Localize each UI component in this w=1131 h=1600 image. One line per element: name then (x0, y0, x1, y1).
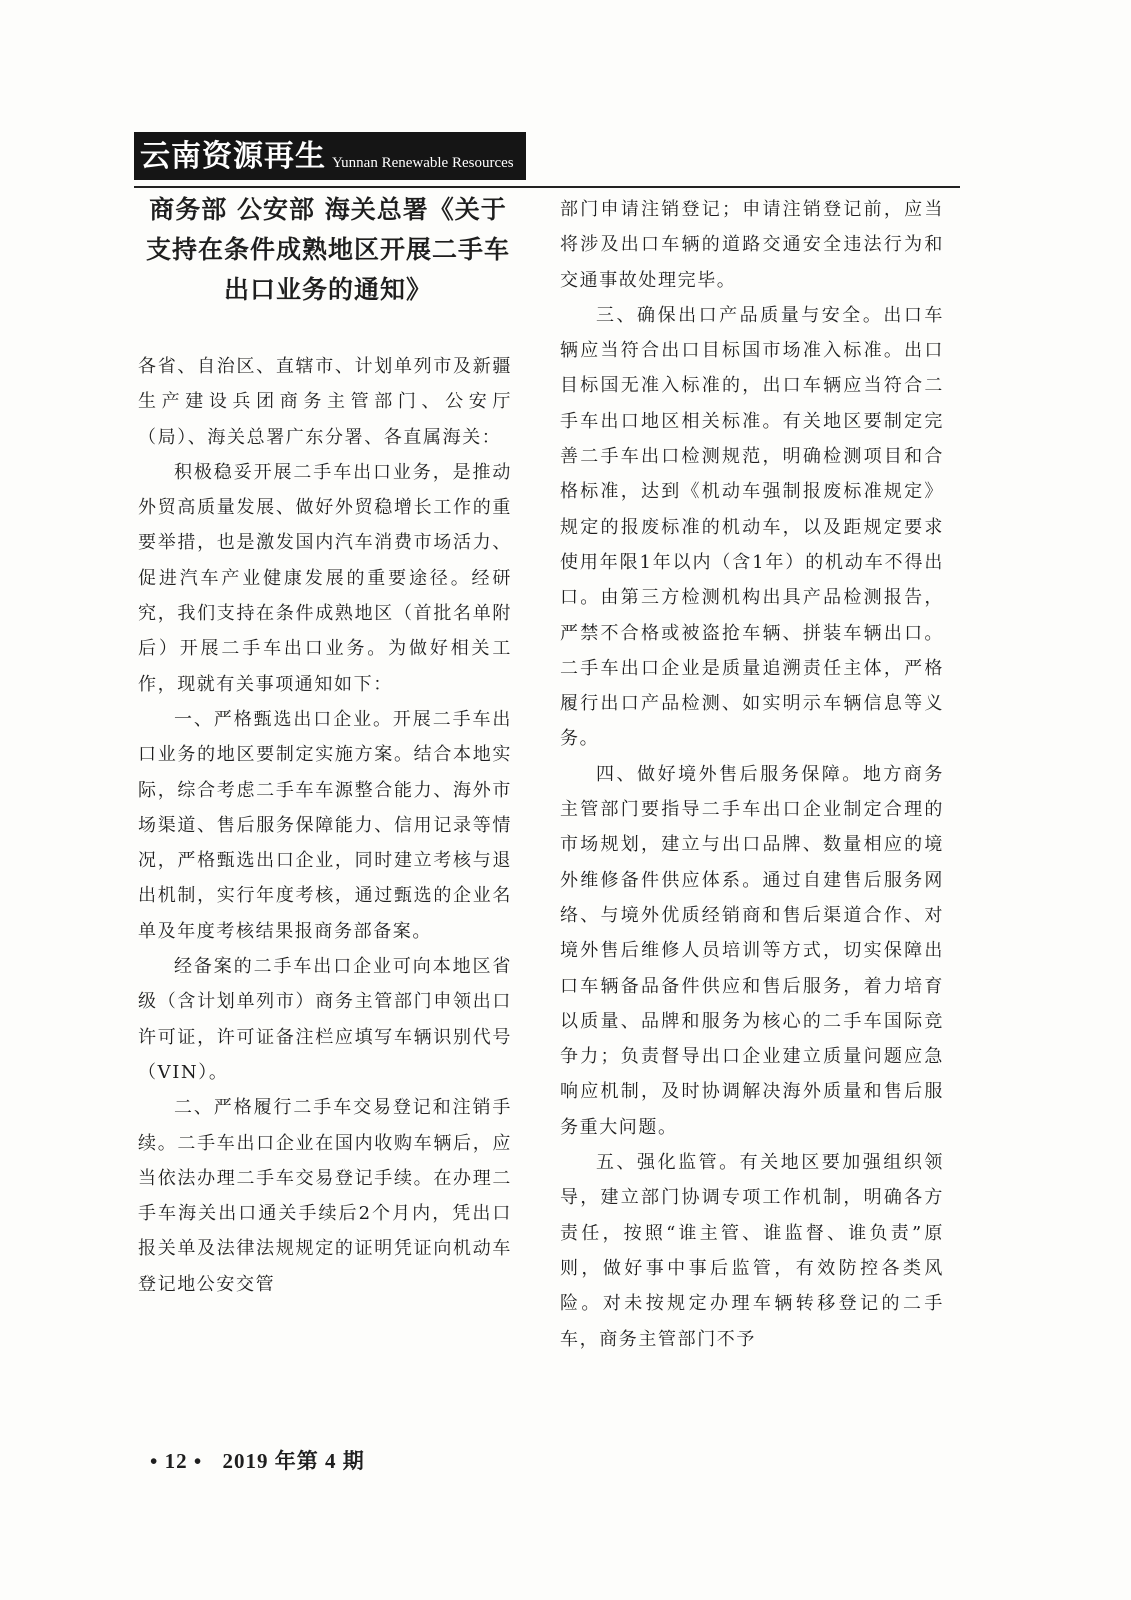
paragraph-item-2-cont: 部门申请注销登记；申请注销登记前，应当将涉及出口车辆的道路交通安全违法行为和交通事故处理完毕。 (560, 199, 944, 291)
left-column (138, 349, 512, 1302)
paragraph-addressee: 各省、自治区、直辖市、计划单列市及新疆生产建设兵团商务主管部门、公安厅（局）、海关总署广东分署、各直属海关： (138, 356, 512, 448)
paragraph-item-1: 一、严格甄选出口企业。开展二手车出口业务的地区要制定实施方案。结合本地实际，综合考虑二手车车源整合能力、海外市场渠道、售后服务保障能力、信用记录等情况，严格甄选出口企业，同时建立考核与退出机制，实行年度考核，通过甄选的企业名单及年度考核结果报商务部备案。 (138, 708, 512, 942)
paragraph-item-1-cont: 经备案的二手车出口企业可向本地区省级（含计划单列市）商务主管部门申领出口许可证，许可证备注栏应填写车辆识别代号（VIN）。 (138, 956, 512, 1083)
article-title: 商务部 公安部 海关总署《关于支持在条件成熟地区开展二手车出口业务的通知》 (145, 195, 510, 304)
journal-title-en: Yunnan Renewable Resources (332, 155, 514, 171)
journal-title-cn: 云南资源再生 (140, 139, 326, 174)
paragraph-item-2: 二、严格履行二手车交易登记和注销手续。二手车出口企业在国内收购车辆后，应当依法办理二手车交易登记手续。在办理二手车海关出口通关手续后2个月内，凭出口报关单及法律法规规定的证明凭证向机动车登记地公安交管 (138, 1097, 512, 1295)
issue-label: 2019 年第 4 期 (222, 1449, 365, 1473)
paragraph-intro: 积极稳妥开展二手车出口业务，是推动外贸高质量发展、做好外贸稳增长工作的重要举措，也是激发国内汽车消费市场活力、促进汽车产业健康发展的重要途径。经研究，我们支持在条件成熟地区（首批名单附后）开展二手车出口业务。为做好相关工作，现就有关事项通知如下： (138, 461, 512, 695)
paragraph-item-4: 四、做好境外售后服务保障。地方商务主管部门要指导二手车出口企业制定合理的市场规划，建立与出口品牌、数量相应的境外维修备件供应体系。通过自建售后服务网络、与境外优质经销商和售后渠道合作、对境外售后维修人员培训等方式，切实保障出口车辆备品备件供应和售后服务，着力培育以质量、品牌和服务为核心的二手车国际竞争力；负责督导出口企业建立质量问题应急响应机制，及时协调解决海外质量和售后服务重大问题。 (560, 763, 944, 1138)
paragraph-item-5: 五、强化监管。有关地区要加强组织领导，建立部门协调专项工作机制，明确各方责任，按照“谁主管、谁监督、谁负责”原则，做好事中事后监管，有效防控各类风险。对未按规定办理车辆转移登记的二手车，商务主管部门不予 (560, 1152, 944, 1350)
page-footer (150, 1445, 379, 1475)
paragraph-item-3: 三、确保出口产品质量与安全。出口车辆应当符合出口目标国市场准入标准。出口目标国无准入标准的，出口车辆应当符合二手车出口地区相关标准。有关地区要制定完善二手车出口检测规范，明确检测项目和合格标准，达到《机动车强制报废标准规定》规定的报废标准的机动车，以及距规定要求使用年限1年以内（含1年）的机动车不得出口。由第三方检测机构出具产品检测报告，严禁不合格或被盗抢车辆、拼装车辆出口。二手车出口企业是质量追溯责任主体，严格履行出口产品检测、如实明示车辆信息等义务。 (560, 304, 944, 750)
header-rule (134, 186, 960, 188)
page-number: • 12 • (150, 1449, 203, 1473)
journal-header-bar (134, 132, 526, 180)
right-column (560, 192, 944, 1357)
